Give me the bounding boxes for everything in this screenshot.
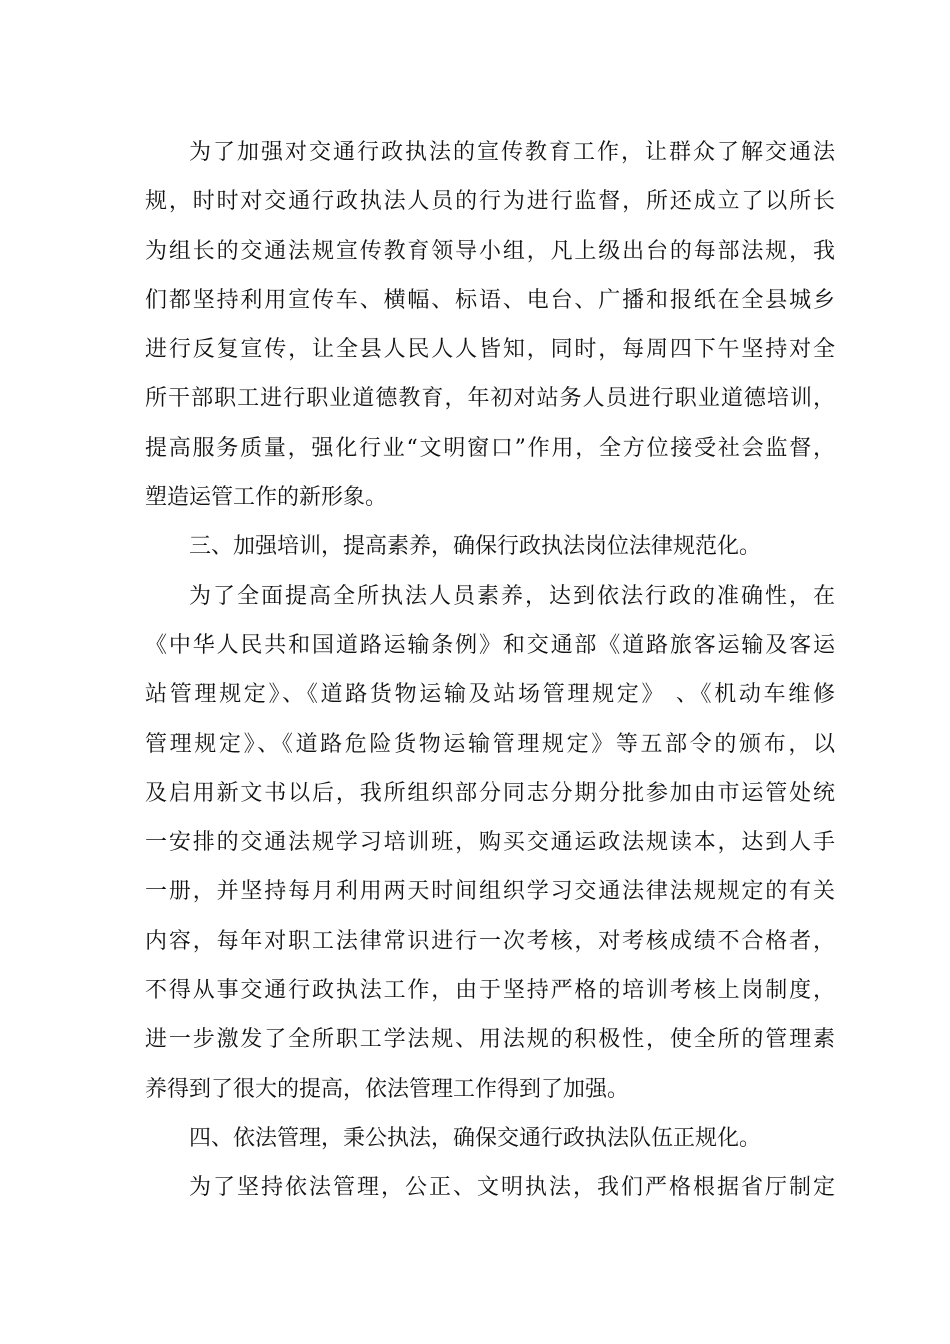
text-line: 一安排的交通法规学习培训班，购买交通运政法规读本，达到人手 (145, 830, 835, 856)
text-line: 为了全面提高全所执法人员素养，达到依法行政的准确性，在 (189, 583, 835, 609)
text-line: 为组长的交通法规宣传教育领导小组，凡上级出台的每部法规，我 (145, 238, 835, 264)
text-line: 一册，并坚持每月利用两天时间组织学习交通法律法规规定的有关 (145, 879, 835, 905)
text-line: 内容，每年对职工法律常识进行一次考核，对考核成绩不合格者， (145, 928, 835, 954)
document-body (145, 128, 835, 1213)
text-line: 为了坚持依法管理，公正、文明执法，我们严格根据省厅制定 (189, 1175, 835, 1201)
text-line: 进行反复宣传，让全县人民人人皆知，同时，每周四下午坚持对全 (145, 337, 835, 363)
text-line: 提高服务质量，强化行业“文明窗口”作用，全方位接受社会监督， (145, 435, 835, 461)
text-line: 塑造运管工作的新形象。 (145, 485, 388, 511)
text-line: 为了加强对交通行政执法的宣传教育工作，让群众了解交通法 (189, 140, 835, 165)
text-line: 养得到了很大的提高，依法管理工作得到了加强。 (145, 1076, 630, 1102)
text-line: 们都坚持利用宣传车、横幅、标语、电台、广播和报纸在全县城乡 (145, 287, 835, 313)
text-line: 不得从事交通行政执法工作，由于坚持严格的培训考核上岗制度， (145, 978, 835, 1004)
text-line: 三、加强培训，提高素养，确保行政执法岗位法律规范化。 (189, 534, 762, 560)
text-line: 进一步激发了全所职工学法规、用法规的积极性，使全所的管理素 (145, 1027, 835, 1053)
text-line: 规，时时对交通行政执法人员的行为进行监督，所还成立了以所长 (145, 189, 835, 215)
text-line: 管理规定》、《道路危险货物运输管理规定》等五部令的颁布，以 (145, 731, 835, 757)
text-line: 所干部职工进行职业道德教育，年初对站务人员进行职业道德培训， (145, 386, 835, 412)
text-line: 四、依法管理，秉公执法，确保交通行政执法队伍正规化。 (189, 1125, 762, 1151)
text-line: 及启用新文书以后，我所组织部分同志分期分批参加由市运管处统 (145, 780, 835, 806)
text-line: 站管理规定》、《道路货物运输及站场管理规定》 、《机动车维修 (145, 682, 835, 708)
text-line: 《中华人民共和国道路运输条例》和交通部《道路旅客运输及客运 (145, 632, 835, 658)
